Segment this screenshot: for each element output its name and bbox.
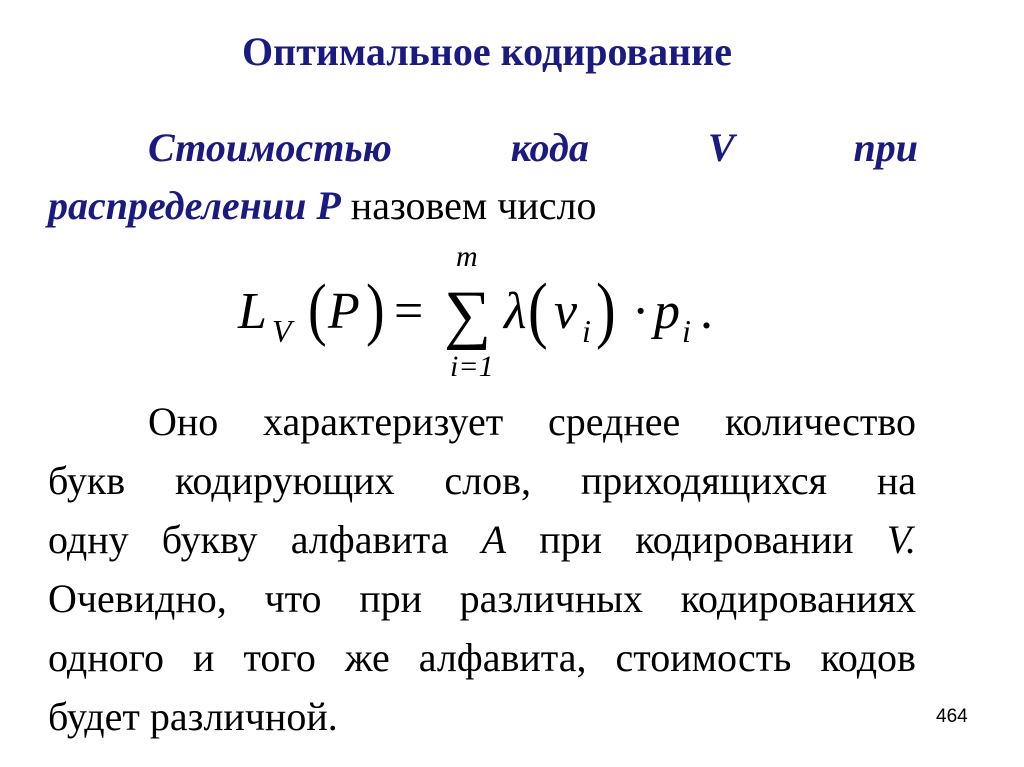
paragraph-word: одного xyxy=(48,635,165,680)
definition-word: кода xyxy=(510,125,589,170)
definition-word: при xyxy=(853,125,918,170)
code-symbol: V. xyxy=(886,517,916,562)
paragraph-word: стоимость xyxy=(615,635,792,680)
paragraph-word: кодов xyxy=(820,635,916,680)
paragraph-word: при xyxy=(359,576,423,621)
definition-line-2 xyxy=(48,182,596,229)
paragraph-line xyxy=(48,628,916,687)
page-number: 464 xyxy=(936,706,968,727)
formula-sigma: ∑ xyxy=(444,278,492,351)
paragraph-line xyxy=(48,451,916,510)
paragraph-word: приходящихся xyxy=(580,458,827,503)
paragraph-word: характеризует xyxy=(263,399,504,444)
formula-sub-i: i xyxy=(582,313,591,349)
paragraph-word: букву xyxy=(161,517,258,562)
paragraph-word: букв xyxy=(48,458,126,503)
paragraph-word: алфавита, xyxy=(418,635,587,680)
formula-sub-V: V xyxy=(272,313,292,349)
formula-left-paren-2: ( xyxy=(528,268,548,351)
formula-right-paren-2: ) xyxy=(596,268,616,351)
formula-right-paren: ) xyxy=(366,270,385,348)
formula-lower-limit: i=1 xyxy=(450,350,494,383)
paragraph-word: алфавита xyxy=(290,517,449,562)
alphabet-symbol: A xyxy=(481,517,507,562)
paragraph-word: Оно xyxy=(148,399,219,444)
paragraph-word: же xyxy=(344,635,390,680)
definition-word: V xyxy=(707,125,735,170)
paragraph-word: одну xyxy=(48,517,129,562)
cost-formula xyxy=(236,236,756,386)
paragraph-word: и xyxy=(193,635,215,680)
paragraph-last-line: будет различной. xyxy=(48,694,338,739)
paragraph-word: того xyxy=(243,635,316,680)
formula-L: L xyxy=(238,283,267,340)
definition-word: Стоимостью xyxy=(148,125,392,170)
explanation-paragraph xyxy=(48,392,916,746)
paragraph-line xyxy=(48,569,916,628)
paragraph-line xyxy=(48,687,916,746)
paragraph-word: количество xyxy=(725,399,916,444)
paragraph-word: при xyxy=(539,517,603,562)
formula-v: v xyxy=(554,283,578,340)
formula-sub-i-2: i xyxy=(682,313,691,349)
definition-line-1 xyxy=(148,124,918,171)
paragraph-word: различных xyxy=(459,576,643,621)
formula-p: p xyxy=(654,283,680,340)
formula-upper-limit: m xyxy=(456,240,478,273)
formula-left-paren: ( xyxy=(308,270,327,348)
paragraph-word: кодирующих xyxy=(175,458,395,503)
paragraph-word: на xyxy=(876,458,916,503)
formula-period: . xyxy=(700,283,713,340)
paragraph-line xyxy=(48,510,916,569)
paragraph-line xyxy=(48,392,916,451)
formula-lambda: λ xyxy=(504,283,527,340)
paragraph-word: слов, xyxy=(444,458,532,503)
slide-title: Оптимальное кодирование xyxy=(242,29,732,74)
paragraph-word: что xyxy=(264,576,322,621)
definition-rest: назовем число xyxy=(340,183,597,228)
definition-emphasis: распределении P xyxy=(48,183,341,228)
formula-svg xyxy=(236,236,756,386)
paragraph-word: кодированиях xyxy=(680,576,916,621)
formula-P: P xyxy=(328,283,360,340)
formula-dot: · xyxy=(632,283,650,340)
formula-equals: = xyxy=(394,283,424,340)
paragraph-word: Очевидно, xyxy=(48,576,227,621)
paragraph-word: среднее xyxy=(548,399,681,444)
paragraph-word: кодировании xyxy=(635,517,854,562)
